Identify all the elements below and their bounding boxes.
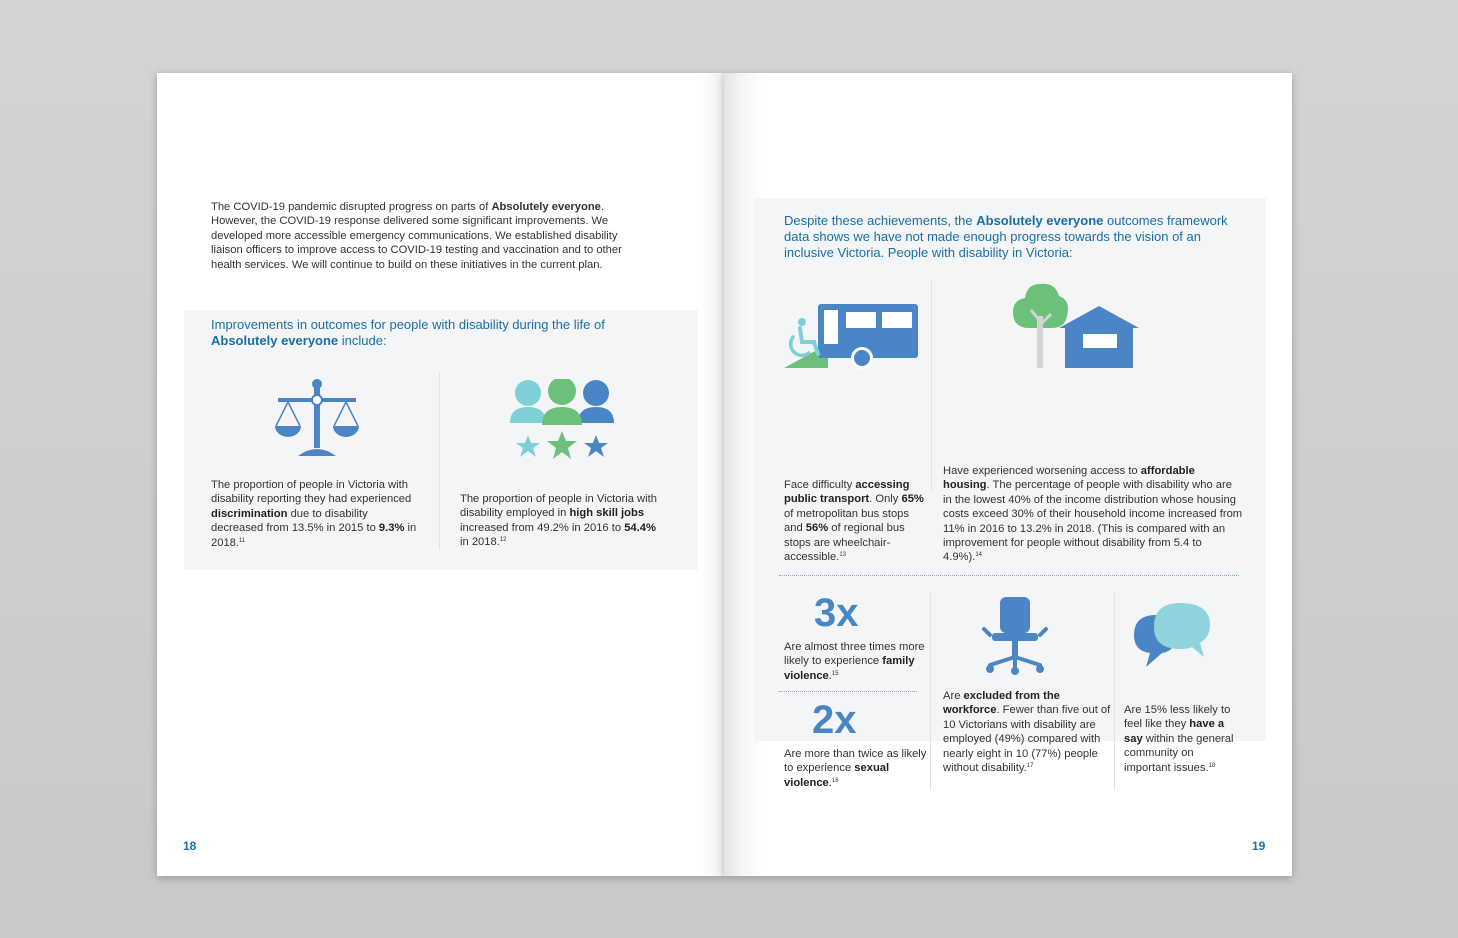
affordable-housing-stat: Have experienced worsening access to affordable housing. The percentage of people with disability who are in the lowest 40% of the income distribution whose housing costs exceed 30% of their household income increased from 11% in 2016 to 13.2% in 2018. (This is compared with an improvement for people without disability from 5.4 to 4.9%).$^{14}$ [943, 465, 1243, 564]
page-number-left: 18 [183, 839, 197, 853]
have-a-say-stat: Are 15% less likely to feel like they have a say within the general community on important issues.$^{18}$ [1124, 704, 1234, 774]
improvements-panel [184, 310, 698, 570]
scales-of-justice-icon [272, 378, 362, 462]
people-with-stars-icon [510, 379, 614, 463]
public-transport-stat: Face difficulty accessing public transport. Only 65% of metropolitan bus stops and 56% of regional bus stops are wheelchair-accessible.$^{13}$ [784, 479, 924, 564]
workforce-stat: Are excluded from the workforce. Fewer than five out of 10 Victorians with disability are employed (49%) compared with nearly eight in 10 (77%) people without disability.$^{17}$ [943, 690, 1111, 775]
two-times-figure: 2x [812, 698, 857, 742]
left-page [157, 73, 724, 876]
office-chair-icon [978, 595, 1052, 677]
sexual-violence-stat: Are more than twice as likely to experience sexual violence.$^{16}$ [784, 748, 927, 789]
progress-heading: Despite these achievements, the Absolutely everyone outcomes framework data shows we have not made enough progress towards the vision of an inclusive Victoria. People with disability in Victoria: [784, 213, 1228, 260]
speech-bubbles-icon [1130, 601, 1212, 675]
tree-house-icon [1009, 280, 1141, 370]
three-times-figure: 3x [814, 591, 859, 635]
improvements-heading: Improvements in outcomes for people with disability during the life of Absolutely everyone include: [211, 317, 605, 348]
progress-panel [754, 198, 1266, 789]
bus-wheelchair-icon [784, 302, 920, 370]
right-page [724, 73, 1292, 876]
intro-paragraph: The COVID-19 pandemic disrupted progress on parts of Absolutely everyone. However, the COVID-19 response delivered some significant improvements. We developed more accessible emergency communications. We established disability liaison officers to improve access to COVID-19 testing and vaccination and to other health services. We will continue to build on these initiatives in the current plan. [211, 201, 622, 271]
high-skill-jobs-stat: The proportion of people in Victoria with disability employed in high skill jobs increased from 49.2% in 2016 to 54.4% in 2018.12 [460, 493, 657, 549]
discrimination-stat: The proportion of people in Victoria with disability reporting they had experienced discrimination due to disability decreased from 13.5% in 2015 to 9.3% in 2018.11 [211, 479, 417, 549]
page-number-right: 19 [1252, 839, 1266, 853]
family-violence-stat: Are almost three times more likely to experience family violence.$^{15}$ [784, 641, 925, 682]
